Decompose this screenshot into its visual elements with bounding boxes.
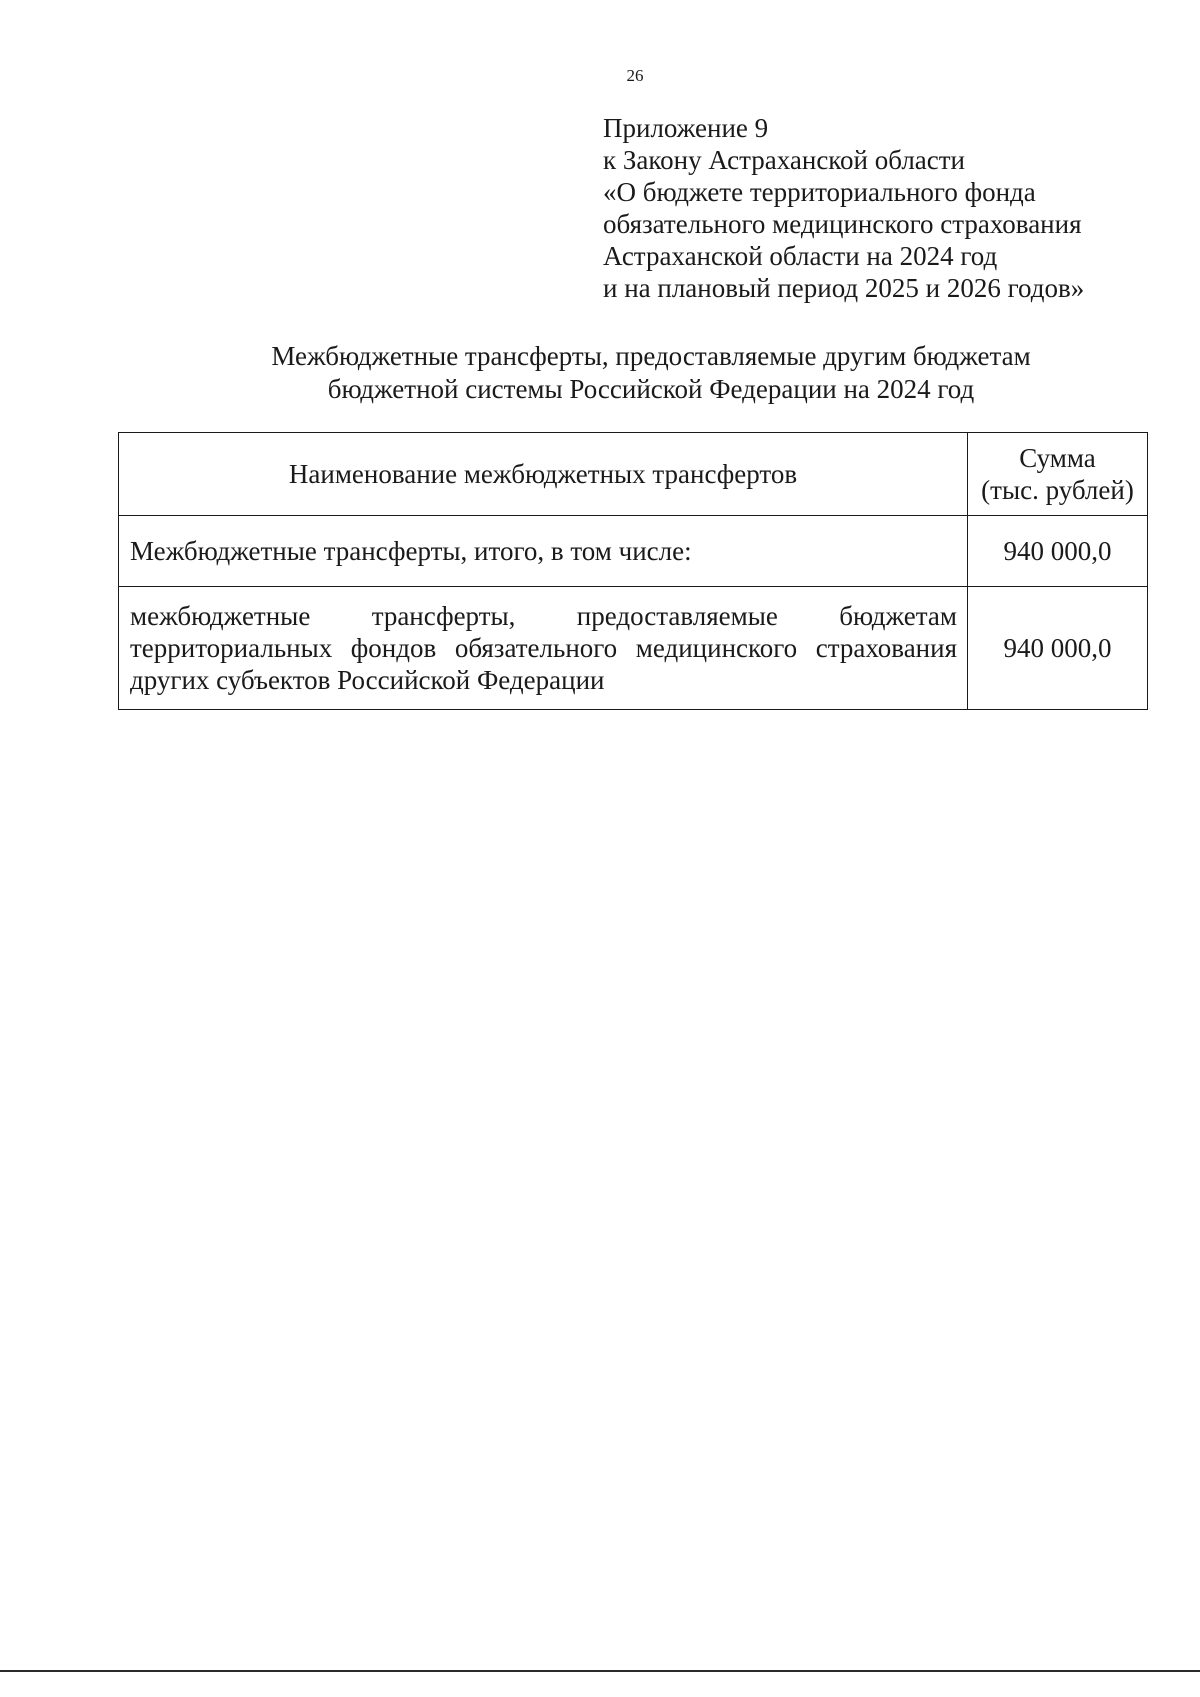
- table-row: [119, 516, 1148, 587]
- appendix-line: Астраханской области на 2024 год: [603, 241, 998, 271]
- transfers-table: [118, 432, 1148, 710]
- table-header-row: [119, 433, 1148, 516]
- appendix-block: [603, 112, 1163, 304]
- appendix-line: обязательного медицинского страхования: [603, 209, 1082, 239]
- document-title: [120, 340, 1182, 406]
- appendix-line: «О бюджете территориального фонда: [603, 177, 1036, 207]
- document-title-line: Межбюджетные трансферты, предоставляемые другим бюджетам: [271, 341, 1031, 371]
- row-sum: 940 000,0: [968, 587, 1148, 710]
- bottom-rule: [0, 1670, 1200, 1672]
- page-number: 26: [626, 66, 644, 85]
- appendix-line: Приложение 9: [603, 113, 769, 143]
- appendix-line: к Закону Астраханской области: [603, 145, 966, 175]
- header-name: Наименование межбюджетных трансфертов: [119, 433, 968, 516]
- appendix-line: и на плановый период 2025 и 2026 годов»: [603, 273, 1085, 303]
- row-sum: 940 000,0: [968, 516, 1148, 587]
- header-sum-label: Сумма: [1019, 443, 1096, 473]
- header-sum: [968, 433, 1148, 516]
- document-title-line: бюджетной системы Российской Федерации на 2024 год: [327, 374, 975, 404]
- header-sum-unit: (тыс. рублей): [981, 475, 1134, 505]
- row-name: межбюджетные трансферты, предоставляемые бюджетам территориальных фондов обязательного медицинского страхования других субъектов Российской Федерации: [119, 587, 968, 710]
- table-row: [119, 587, 1148, 710]
- row-name: Межбюджетные трансферты, итого, в том числе:: [119, 516, 968, 587]
